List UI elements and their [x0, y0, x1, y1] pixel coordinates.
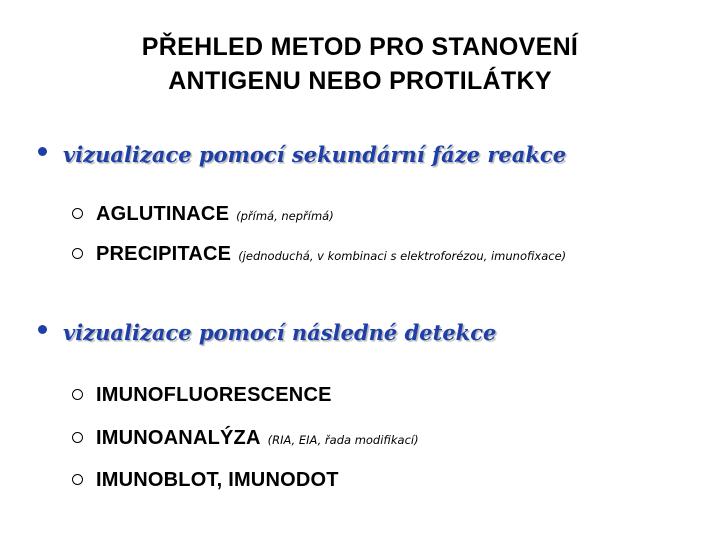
section-2-heading: [38, 320, 496, 345]
circle-bullet-icon: [72, 432, 83, 443]
section-2-item-2: [72, 427, 419, 450]
item-note: (RIA, EIA, řada modifikací): [267, 433, 419, 447]
item-note: (jednoduchá, v kombinaci s elektroforézou, imunofixace): [238, 249, 567, 263]
item-label: PRECIPITACE: [96, 243, 232, 265]
slide-title: [0, 30, 720, 98]
slide-title-line-1: PŘEHLED METOD PRO STANOVENÍ: [141, 33, 579, 61]
section-2-item-1: [72, 384, 339, 407]
circle-bullet-icon: [72, 208, 83, 219]
bullet-dot-icon: [38, 147, 47, 156]
section-1-item-1: [72, 203, 334, 226]
section-2-heading-text: vizualizace pomocí následné detekce: [63, 320, 497, 345]
slide-title-line-2: ANTIGENU NEBO PROTILÁTKY: [168, 67, 552, 95]
item-label: IMUNOBLOT, IMUNODOT: [96, 469, 339, 491]
circle-bullet-icon: [72, 474, 83, 485]
item-note: (přímá, nepřímá): [236, 209, 334, 223]
item-label: IMUNOFLUORESCENCE: [96, 384, 332, 406]
bullet-dot-icon: [38, 325, 47, 334]
section-1-item-2: [72, 243, 566, 266]
circle-bullet-icon: [72, 389, 83, 400]
item-label: IMUNOANALÝZA: [96, 427, 261, 449]
section-1-heading-text: vizualizace pomocí sekundární fáze reakce: [63, 142, 567, 167]
section-1-heading: [38, 142, 566, 167]
item-label: AGLUTINACE: [96, 203, 230, 225]
circle-bullet-icon: [72, 248, 83, 259]
section-2-item-3: [72, 469, 346, 492]
